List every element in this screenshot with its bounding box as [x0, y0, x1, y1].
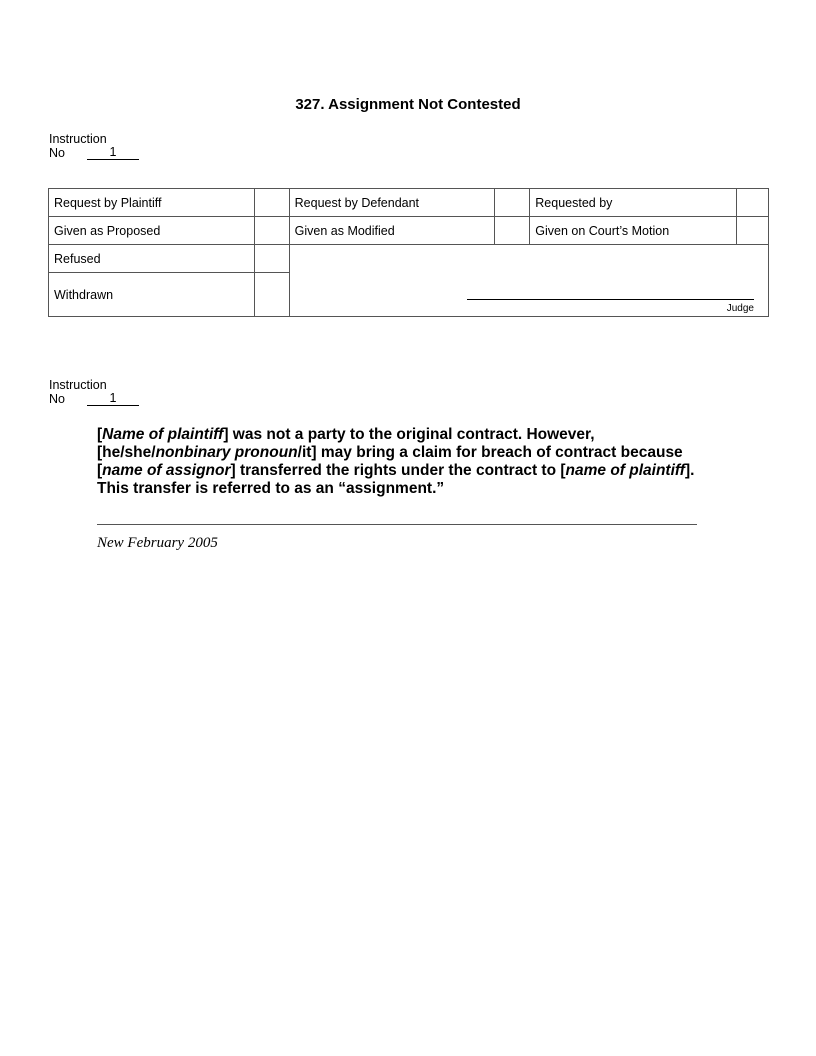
given-as-proposed-label: Given as Proposed: [49, 217, 255, 245]
text-segment: ] transferred the rights under the contract to [: [230, 462, 566, 479]
judge-signature-line[interactable]: [467, 299, 754, 300]
text-segment: /it] may bring a claim for breach of contract because [: [97, 444, 683, 479]
instruction-number-block: [49, 132, 139, 160]
instruction-number: 1: [87, 392, 139, 406]
refused-checkbox[interactable]: [254, 245, 289, 273]
text-segment: [: [97, 426, 103, 443]
given-as-modified-checkbox[interactable]: [495, 217, 530, 245]
given-as-modified-label: Given as Modified: [289, 217, 495, 245]
text-segment: ] was not a party to the original contract. However, [he/she/: [97, 426, 595, 461]
requested-by-checkbox[interactable]: [736, 189, 768, 217]
instruction-text: [97, 426, 712, 498]
history-note: New February 2005: [97, 535, 218, 551]
no-label: No: [49, 146, 65, 160]
request-status-table: [48, 188, 769, 317]
instruction-number-block: [49, 378, 139, 406]
instruction-number: 1: [87, 146, 139, 160]
request-by-plaintiff-checkbox[interactable]: [254, 189, 289, 217]
plaintiff-placeholder: Name of plaintiff: [102, 426, 224, 443]
page-title: 327. Assignment Not Contested: [295, 96, 521, 113]
request-by-defendant-label: Request by Defendant: [289, 189, 495, 217]
pronoun-placeholder: nonbinary pronoun: [155, 444, 298, 461]
plaintiff-placeholder: name of plaintiff: [565, 462, 685, 479]
given-on-courts-motion-label: Given on Court’s Motion: [530, 217, 737, 245]
given-on-courts-motion-checkbox[interactable]: [736, 217, 768, 245]
judge-signature-area: [289, 245, 768, 317]
instruction-label: Instruction: [49, 378, 107, 392]
refused-label: Refused: [49, 245, 255, 273]
divider-line: [97, 524, 697, 525]
given-as-proposed-checkbox[interactable]: [254, 217, 289, 245]
assignor-placeholder: name of assignor: [102, 462, 231, 479]
text-segment: ]. This transfer is referred to as an “assignment.”: [97, 462, 695, 497]
withdrawn-checkbox[interactable]: [254, 273, 289, 317]
request-by-defendant-checkbox[interactable]: [495, 189, 530, 217]
requested-by-label: Requested by: [530, 189, 737, 217]
withdrawn-label: Withdrawn: [49, 273, 255, 317]
judge-label: Judge: [726, 303, 754, 314]
request-by-plaintiff-label: Request by Plaintiff: [49, 189, 255, 217]
no-label: No: [49, 392, 65, 406]
instruction-label: Instruction: [49, 132, 107, 146]
